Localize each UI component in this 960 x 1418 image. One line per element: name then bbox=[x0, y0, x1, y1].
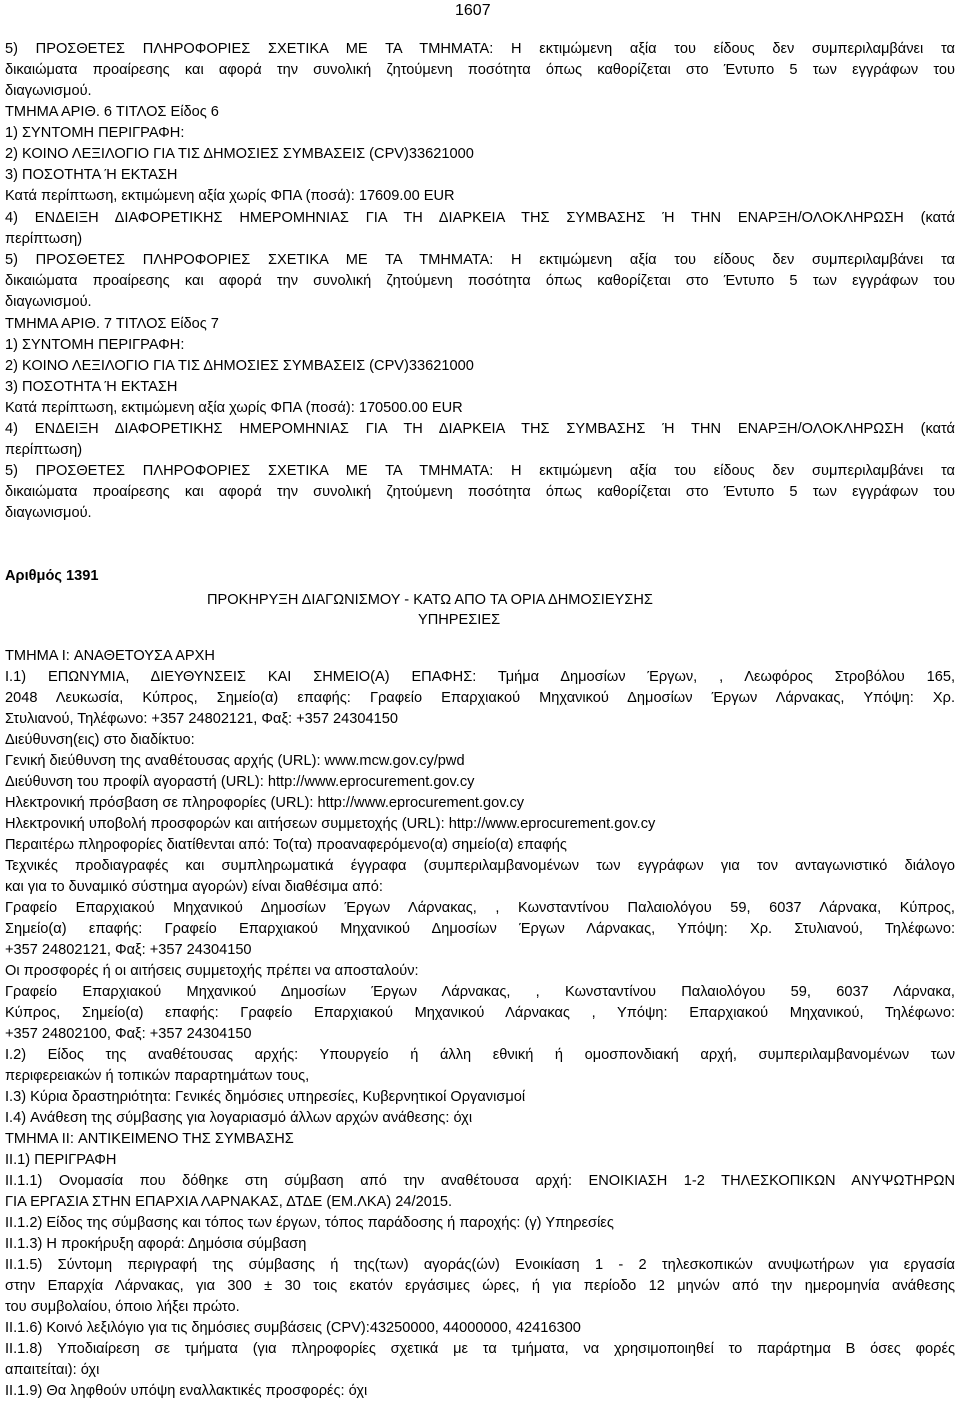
text-line: Τεχνικές προδιαγραφές και συμπληρωματικά έγγραφα (συμπεριλαμβανομένων των εγγράφων για τον ανταγωνιστικό διάλογο bbox=[5, 858, 955, 874]
text-line: +357 24802100, Φαξ: +357 24304150 bbox=[5, 1026, 252, 1042]
text-line: διαγωνισμού. bbox=[5, 294, 92, 310]
text-line: απαιτείται): όχι bbox=[5, 1362, 100, 1378]
text-line: περιφερειακών ή τοπικών παραρτημάτων τους, bbox=[5, 1068, 310, 1084]
text-line: Στυλιανού, Τηλέφωνο: +357 24802121, Φαξ: +357 24304150 bbox=[5, 711, 398, 727]
text-line: 3) ΠΟΣΟΤΗΤΑ Ή ΕΚΤΑΣΗ bbox=[5, 379, 178, 395]
notice-heading: ΠΡΟΚΗΡΥΞΗ ΔΙΑΓΩΝΙΣΜΟΥ - ΚΑΤΩ ΑΠΟ ΤΑ ΟΡΙΑ ΔΗΜΟΣΙΕΥΣΗΣ bbox=[207, 592, 653, 608]
text-line: II.1.8) Υποδιαίρεση σε τμήματα (για πληροφορίες σχετικά με τα τμήματα, να χρησιμοποιηθεί το παράρτημα Β όσες φορές bbox=[5, 1341, 955, 1357]
text-line: Γραφείο Επαρχιακού Μηχανικού Δημοσίων Έργων Λάρνακας, , Κωνσταντίνου Παλαιολόγου 59, 6037 Λάρνακα, Κύπρος, bbox=[5, 900, 955, 916]
text-line: περίπτωση) bbox=[5, 231, 83, 247]
text-line: Γενική διεύθυνση της αναθέτουσας αρχής (URL): www.mcw.gov.cy/pwd bbox=[5, 753, 465, 769]
notice-heading: ΥΠΗΡΕΣΙΕΣ bbox=[418, 612, 501, 628]
text-line: 4) ΕΝΔΕΙΞΗ ΔΙΑΦΟΡΕΤΙΚΗΣ ΗΜΕΡΟΜΗΝΙΑΣ ΓΙΑ ΤΗ ΔΙΑΡΚΕΙΑ ΤΗΣ ΣΥΜΒΑΣΗΣ Ή ΤΗΝ ΕΝΑΡΞΗ/ΟΛΟΚΛΗΡΩΣΗ (κατά bbox=[5, 210, 955, 226]
text-line: I.1) ΕΠΩΝΥΜΙΑ, ΔΙΕΥΘΥΝΣΕΙΣ ΚΑΙ ΣΗΜΕΙΟ(Α) ΕΠΑΦΗΣ: Τμήμα Δημοσίων Έργων, , Λεωφόρος Στροβόλου 165, bbox=[5, 669, 955, 685]
text-line: II.1.6) Κοινό λεξιλόγιο για τις δημόσιες συμβάσεις (CPV):43250000, 44000000, 42416300 bbox=[5, 1320, 581, 1336]
text-line: 1) ΣΥΝΤΟΜΗ ΠΕΡΙΓΡΑΦΗ: bbox=[5, 125, 185, 141]
text-line: ΤΜΗΜΑ ΑΡΙΘ. 6 ΤΙΤΛΟΣ Είδος 6 bbox=[5, 104, 219, 120]
page-number: 1607 bbox=[455, 2, 491, 19]
text-line: διαγωνισμού. bbox=[5, 505, 92, 521]
text-line: Διεύθυνση(εις) στο διαδίκτυο: bbox=[5, 732, 195, 748]
text-line: 4) ΕΝΔΕΙΞΗ ΔΙΑΦΟΡΕΤΙΚΗΣ ΗΜΕΡΟΜΗΝΙΑΣ ΓΙΑ ΤΗ ΔΙΑΡΚΕΙΑ ΤΗΣ ΣΥΜΒΑΣΗΣ Ή ΤΗΝ ΕΝΑΡΞΗ/ΟΛΟΚΛΗΡΩΣΗ (κατά bbox=[5, 421, 955, 437]
text-line: και για το δυναμικό σύστημα αγορών) είναι διαθέσιμα από: bbox=[5, 879, 383, 895]
text-line: Περαιτέρω πληροφορίες διατίθενται από: Το(τα) προαναφερόμενο(α) σημείο(α) επαφής bbox=[5, 837, 567, 853]
text-line: διαγωνισμού. bbox=[5, 83, 92, 99]
text-line: ΤΜΗΜΑ ΑΡΙΘ. 7 ΤΙΤΛΟΣ Είδος 7 bbox=[5, 316, 219, 332]
text-line: I.3) Κύρια δραστηριότητα: Γενικές δημόσιες υπηρεσίες, Κυβερνητικοί Οργανισμοί bbox=[5, 1089, 526, 1105]
text-line: δικαιώματα προαίρεσης και αφορά την συνολική ζητούμενη ποσότητα όπως καθορίζεται στο Έντυπο 5 των εγγράφων του bbox=[5, 62, 955, 78]
text-line: Κατά περίπτωση, εκτιμώμενη αξία χωρίς ΦΠΑ (ποσά): 17609.00 EUR bbox=[5, 188, 455, 204]
text-line: ΤΜΗΜΑ II: ΑΝΤΙΚΕΙΜΕΝΟ ΤΗΣ ΣΥΜΒΑΣΗΣ bbox=[5, 1131, 294, 1147]
text-line: 2) ΚΟΙΝΟ ΛΕΞΙΛΟΓΙΟ ΓΙΑ ΤΙΣ ΔΗΜΟΣΙΕΣ ΣΥΜΒΑΣΕΙΣ (CPV)33621000 bbox=[5, 358, 474, 374]
text-line: Οι προσφορές ή οι αιτήσεις συμμετοχής πρέπει να αποσταλούν: bbox=[5, 963, 419, 979]
text-line: II.1.9) Θα ληφθούν υπόψη εναλλακτικές προσφορές: όχι bbox=[5, 1383, 368, 1399]
text-line: I.2) Είδος της αναθέτουσας αρχής: Υπουργείο ή άλλη εθνική ή ομοσπονδιακή αρχή, συμπεριλαμβανομένων των bbox=[5, 1047, 955, 1063]
text-line: του συμβολαίου, όποιο λήξει πρώτο. bbox=[5, 1299, 240, 1315]
text-line: Κατά περίπτωση, εκτιμώμενη αξία χωρίς ΦΠΑ (ποσά): 170500.00 EUR bbox=[5, 400, 463, 416]
text-line: 5) ΠΡΟΣΘΕΤΕΣ ΠΛΗΡΟΦΟΡΙΕΣ ΣΧΕΤΙΚΑ ΜΕ ΤΑ ΤΜΗΜΑΤΑ: Η εκτιμώμενη αξία του είδους δεν συμπεριλαμβάνει τα bbox=[5, 463, 955, 479]
text-line: δικαιώματα προαίρεσης και αφορά την συνολική ζητούμενη ποσότητα όπως καθορίζεται στο Έντυπο 5 των εγγράφων του bbox=[5, 484, 955, 500]
text-line: ΤΜΗΜΑ I: ΑΝΑΘΕΤΟΥΣΑ ΑΡΧΗ bbox=[5, 648, 215, 664]
text-line: 5) ΠΡΟΣΘΕΤΕΣ ΠΛΗΡΟΦΟΡΙΕΣ ΣΧΕΤΙΚΑ ΜΕ ΤΑ ΤΜΗΜΑΤΑ: Η εκτιμώμενη αξία του είδους δεν συμπεριλαμβάνει τα bbox=[5, 252, 955, 268]
text-line: II.1.3) Η προκήρυξη αφορά: Δημόσια σύμβαση bbox=[5, 1236, 307, 1252]
text-line: II.1.2) Είδος της σύμβασης και τόπος των έργων, τόπος παράδοσης ή παροχής: (γ) Υπηρεσίες bbox=[5, 1215, 614, 1231]
text-line: Κύπρος, Σημείο(α) επαφής: Γραφείο Επαρχιακού Μηχανικού Λάρνακας , Υπόψη: Επαρχιακού Μηχανικού, Τηλέφωνο: bbox=[5, 1005, 955, 1021]
text-line: περίπτωση) bbox=[5, 442, 83, 458]
text-line: Γραφείο Επαρχιακού Μηχανικού Δημοσίων Έργων Λάρνακας, , Κωνσταντίνου Παλαιολόγου 59, 6037 Λάρνακα, bbox=[5, 984, 955, 1000]
text-line: II.1.1) Ονομασία που δόθηκε στη σύμβαση από την αναθέτουσα αρχή: ΕΝΟΙΚΙΑΣΗ 1-2 ΤΗΛΕΣΚΟΠΙΚΩΝ ΑΝΥΨΩΤΗΡΩΝ bbox=[5, 1173, 955, 1189]
text-line: 3) ΠΟΣΟΤΗΤΑ Ή ΕΚΤΑΣΗ bbox=[5, 167, 178, 183]
text-line: 2048 Λευκωσία, Κύπρος, Σημείο(α) επαφής: Γραφείο Επαρχιακού Μηχανικού Δημοσίων Έργων Λάρνακας, Υπόψη: Χρ. bbox=[5, 690, 955, 706]
text-line: στην Επαρχία Λάρνακας, για 300 ± 30 τοις εκατόν εργάσιμες ώρες, ή για περίοδο 12 μηνών από την ημερομηνία ανάθεσης bbox=[5, 1278, 955, 1294]
notice-number: Αριθμός 1391 bbox=[5, 568, 99, 584]
text-line: +357 24802121, Φαξ: +357 24304150 bbox=[5, 942, 252, 958]
text-line: δικαιώματα προαίρεσης και αφορά την συνολική ζητούμενη ποσότητα όπως καθορίζεται στο Έντυπο 5 των εγγράφων του bbox=[5, 273, 955, 289]
text-line: Ηλεκτρονική πρόσβαση σε πληροφορίες (URL): http://www.eprocurement.gov.cy bbox=[5, 795, 525, 811]
text-line: 1) ΣΥΝΤΟΜΗ ΠΕΡΙΓΡΑΦΗ: bbox=[5, 337, 185, 353]
text-line: Σημείο(α) επαφής: Γραφείο Επαρχιακού Μηχανικού Δημοσίων Έργων Λάρνακας, Υπόψη: Χρ. Στυλιανού, Τηλέφωνο: bbox=[5, 921, 955, 937]
text-line: II.1.5) Σύντομη περιγραφή της σύμβασης ή της(των) αγοράς(ών) Ενοικίαση 1 - 2 τηλεσκοπικών ανυψωτήρων για εργασία bbox=[5, 1257, 955, 1273]
text-line: II.1) ΠΕΡΙΓΡΑΦΗ bbox=[5, 1152, 117, 1168]
text-line: Ηλεκτρονική υποβολή προσφορών και αιτήσεων συμμετοχής (URL): http://www.eprocurement.gov.cy bbox=[5, 816, 656, 832]
text-line: ΓΙΑ ΕΡΓΑΣΙΑ ΣΤΗΝ ΕΠΑΡΧΙΑ ΛΑΡΝΑΚΑΣ, ΔΤΔΕ (ΕΜ.ΛΚΑ) 24/2015. bbox=[5, 1194, 453, 1210]
text-line: I.4) Ανάθεση της σύμβασης για λογαριασμό άλλων αρχών ανάθεσης: όχι bbox=[5, 1110, 473, 1126]
text-line: 2) ΚΟΙΝΟ ΛΕΞΙΛΟΓΙΟ ΓΙΑ ΤΙΣ ΔΗΜΟΣΙΕΣ ΣΥΜΒΑΣΕΙΣ (CPV)33621000 bbox=[5, 146, 474, 162]
text-line: Διεύθυνση του προφίλ αγοραστή (URL): http://www.eprocurement.gov.cy bbox=[5, 774, 475, 790]
text-line: 5) ΠΡΟΣΘΕΤΕΣ ΠΛΗΡΟΦΟΡΙΕΣ ΣΧΕΤΙΚΑ ΜΕ ΤΑ ΤΜΗΜΑΤΑ: Η εκτιμώμενη αξία του είδους δεν συμπεριλαμβάνει τα bbox=[5, 41, 955, 57]
